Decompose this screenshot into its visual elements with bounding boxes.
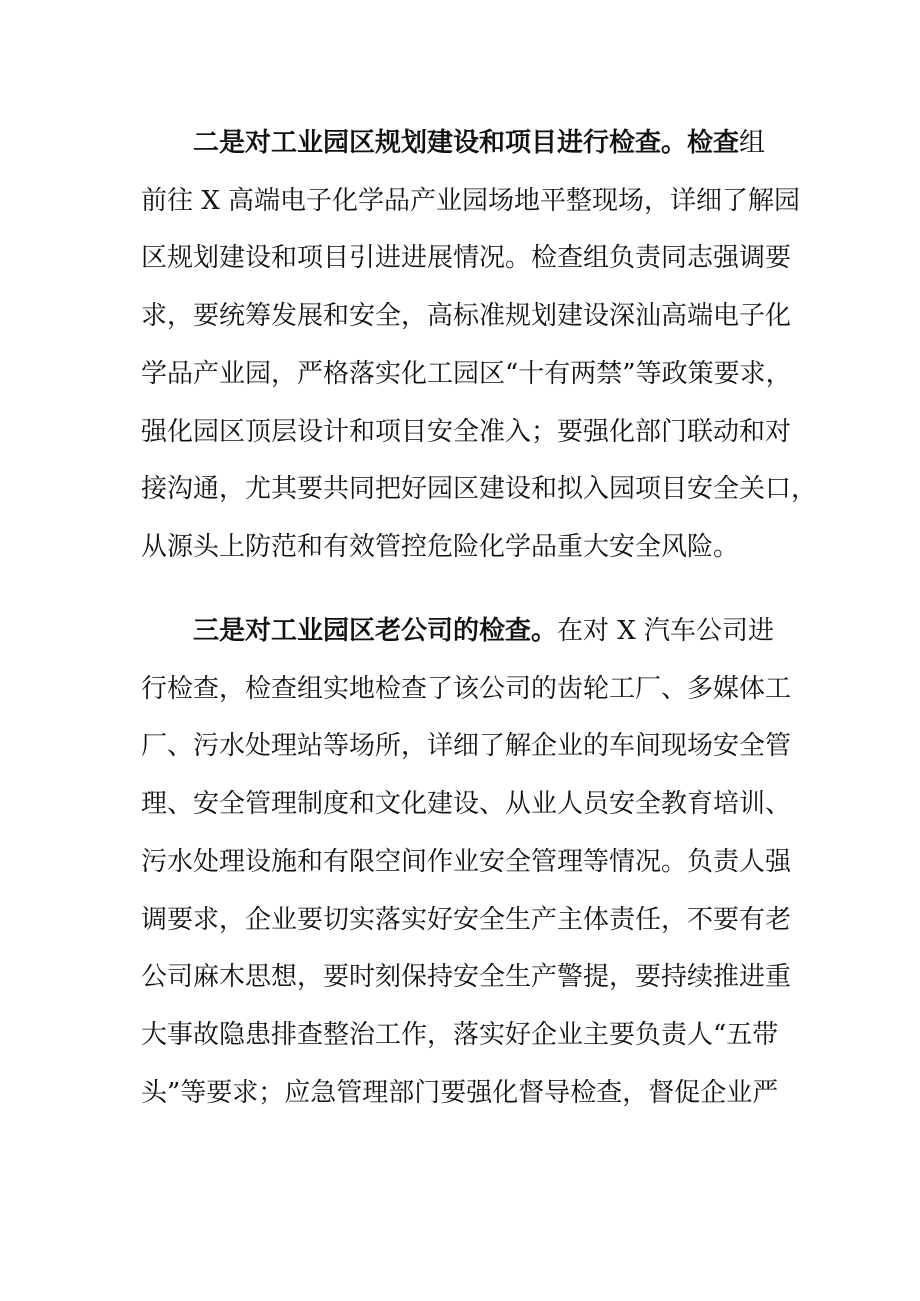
- text-line: 污水处理设施和有限空间作业安全管理等情况。负责人强: [141, 847, 792, 877]
- line-text: 组: [739, 128, 766, 158]
- text-line: [193, 124, 765, 162]
- line-text: 在对 X 汽车公司进: [557, 616, 775, 646]
- paragraph-lead: 三是对工业园区老公司的检查。: [193, 616, 558, 646]
- text-line: [193, 612, 774, 650]
- text-line: 前往 X 高端电子化学品产业园场地平整现场，详细了解园: [141, 186, 801, 216]
- text-line: 大事故隐患排查整治工作，落实好企业主要负责人“五带: [141, 1020, 779, 1050]
- text-line: 理、安全管理制度和文化建设、从业人员安全教育培训、: [141, 789, 792, 819]
- text-line: 区规划建设和项目引进进展情况。检查组负责同志强调要: [141, 243, 792, 273]
- text-line: 头”等要求；应急管理部门要强化督导检查，督促企业严: [141, 1078, 779, 1108]
- text-line: 厂、污水处理站等场所，详细了解企业的车间现场安全管: [141, 731, 792, 761]
- text-line: 强化园区顶层设计和项目安全准入；要强化部门联动和对: [141, 417, 792, 447]
- text-line: 公司麻木思想，要时刻保持安全生产警提，要持续推进重: [141, 962, 792, 992]
- paragraph-lead: 二是对工业园区规划建设和项目进行检查。检查: [193, 128, 740, 158]
- text-line: 行检查，检查组实地检查了该公司的齿轮工厂、多媒体工: [141, 674, 792, 704]
- text-line: 从源头上防范和有效管控危险化学品重大安全风险。: [141, 532, 740, 562]
- text-line: 学品产业园，严格落实化工园区“十有两禁”等政策要求，: [141, 359, 792, 389]
- text-line: 接沟通，尤其要共同把好园区建设和拟入园项目安全关口，: [141, 474, 818, 504]
- text-line: 调要求，企业要切实落实好安全生产主体责任，不要有老: [141, 905, 792, 935]
- text-line: 求，要统筹发展和安全，高标准规划建设深汕高端电子化: [141, 301, 792, 331]
